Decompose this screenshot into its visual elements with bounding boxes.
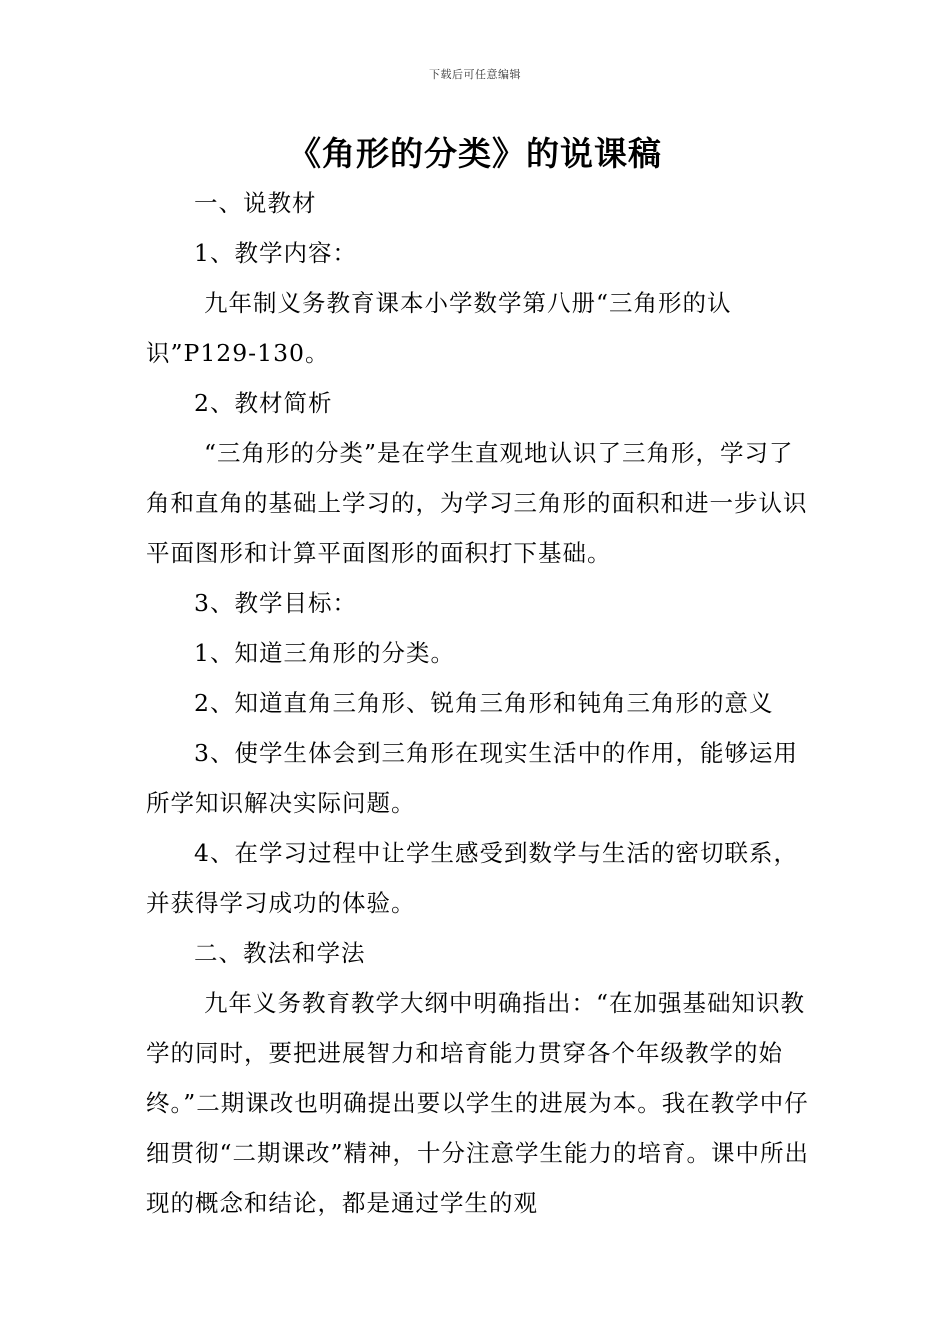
subsection-heading: 3、教学目标： (194, 589, 357, 617)
list-item: 1、知道三角形的分类。 (194, 639, 455, 667)
list-item: 3、使学生体会到三角形在现实生活中的作用，能够运用所学知识解决实际问题。 (146, 739, 798, 817)
section-heading: 二、教法和学法 (194, 939, 366, 967)
document-body (146, 178, 818, 1228)
paragraph: 九年义务教育教学大纲中明确指出：“在加强基础知识教学的同时，要把进展智力和培育能力贯穿各个年级教学的始终。”二期课改也明确提出要以学生的进展为本。我在教学中仔细贯彻“二期课改”精神，十分注意学生能力的培育。课中所出现的概念和结论，都是通过学生的观 (146, 989, 810, 1217)
paragraph: 九年制义务教育课本小学数学第八册“三角形的认识”P129-130。 (146, 289, 732, 367)
document-title: 《角形的分类》的说课稿 (288, 134, 662, 173)
list-item: 2、知道直角三角形、锐角三角形和钝角三角形的意义 (194, 689, 774, 717)
list-item: 4、在学习过程中让学生感受到数学与生活的密切联系，并获得学习成功的体验。 (146, 839, 798, 917)
section-heading: 一、说教材 (194, 189, 317, 217)
paragraph: “三角形的分类”是在学生直观地认识了三角形，学习了角和直角的基础上学习的，为学习三角形的面积和进一步认识平面图形和计算平面图形的面积打下基础。 (146, 439, 808, 567)
subsection-heading: 1、教学内容： (194, 239, 357, 267)
header-note: 下载后可任意编辑 (429, 68, 521, 81)
subsection-heading: 2、教材简析 (194, 389, 333, 417)
